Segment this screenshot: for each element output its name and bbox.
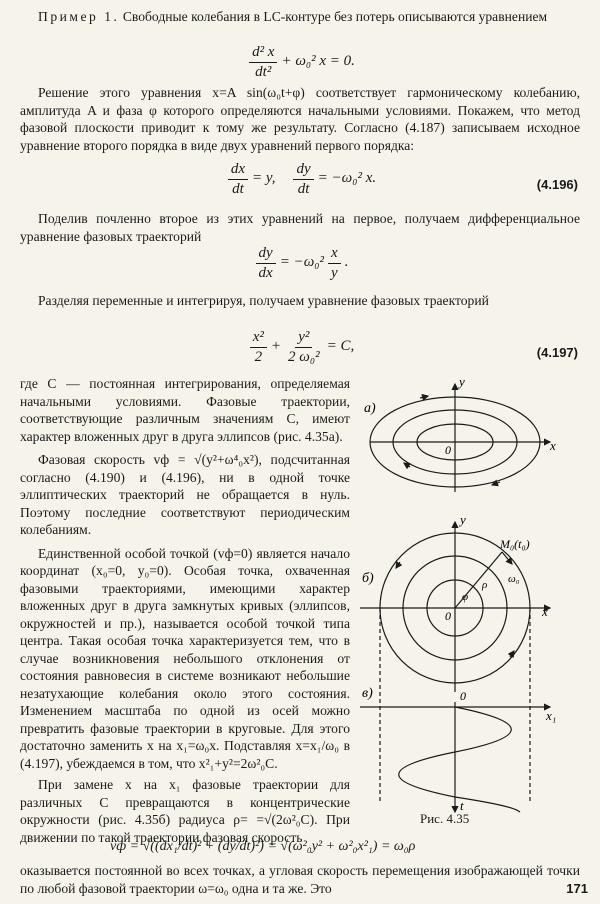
- closing-paragraph: оказывается постоянной во всех точках, а угловая скорость перемещения изображающей точки по любой фазовой траектории ω=ω₀ одна и та же. Это: [20, 863, 580, 896]
- equation-4-196: [0, 158, 600, 200]
- example-lead: Пример 1.: [38, 9, 120, 24]
- intro-paragraph: [20, 8, 580, 26]
- eq4-rest: = C,: [326, 338, 355, 355]
- eq2-a-num: dx: [228, 161, 248, 180]
- panel-a-origin: 0: [445, 443, 451, 457]
- eq2-b-den: dt: [297, 180, 310, 197]
- eq4-b-den: 2 ω₀²: [288, 348, 320, 365]
- panel-b-x-label: x: [542, 604, 548, 619]
- eq2-fraction-a: [228, 161, 248, 198]
- eq1-denominator: dt²: [255, 63, 272, 80]
- panel-b-y-label: y: [460, 512, 466, 527]
- sine-curve: [399, 707, 520, 812]
- rho-label: ρ: [482, 579, 488, 591]
- panel-a-y-label: y: [459, 374, 465, 389]
- eq3-fraction-x: [328, 245, 341, 282]
- eq3-x-num: x: [328, 245, 341, 264]
- panel-a-ellipses: [370, 384, 550, 492]
- eq1-numerator: d² x: [249, 44, 277, 63]
- eq1-rest: + ω₀² x = 0.: [281, 53, 355, 70]
- eq2-a-rest: = y,: [252, 170, 276, 187]
- panel-b-origin: 0: [445, 609, 451, 623]
- eq4-a-den: 2: [254, 348, 263, 365]
- equation-4-197: [0, 325, 600, 369]
- figure-caption: Рис. 4.35: [420, 811, 470, 826]
- eq4-plus: +: [270, 338, 282, 355]
- eq3-x-den: y: [331, 264, 338, 281]
- panel-c-x1-label: x₁: [546, 708, 557, 723]
- panel-a-x-label: x: [550, 438, 556, 453]
- eq3-num: dy: [256, 245, 276, 264]
- column-paragraph-3: Единственной особой точкой (vф=0) является начало координат (x₀=0, y₀=0). Особая точка, охваченная фазовыми траекториями, имеющими характер вложенных друг в друга замкнутых кривых (эллипсов, окружностей и пр.), называется особой точкой типа центра. Такая особая точка характеризуется тем, что в случае возникновения небольшого отклонения от состояния равновесия в системе возникают небольшие незатухающие колебания около этого состояния. Изменением масштаба по одной из осей можно превратить фазовые траектории в круговые. Для этого достаточно заменить x на x₁=ω₀x. Подставляя x=x₁/ω₀ в (4.197), убеждаемся в том, что x²₁+y²=2ω²₀C.: [20, 545, 350, 771]
- eq4-fraction-a: [250, 329, 267, 366]
- eq3-den: dx: [258, 264, 273, 281]
- eq1-fraction: [249, 44, 277, 81]
- equation-1: [0, 42, 600, 82]
- eq4-a-num: x²: [250, 329, 267, 348]
- panel-c-origin: 0: [460, 689, 466, 703]
- integration-paragraph: Разделяя переменные и интегрируя, получаем уравнение фазовых траекторий: [38, 293, 489, 308]
- figure-4-35: [350, 372, 590, 832]
- panel-a-label: a): [364, 401, 376, 416]
- eq3-mid: = −ω₀²: [279, 254, 325, 271]
- division-paragraph: Поделив почленно второе из этих уравнений на первое, получаем дифференциальное уравнение фазовых траекторий: [20, 211, 580, 244]
- eq4-fraction-b: [285, 329, 323, 366]
- eq-label-4-197: (4.197): [536, 345, 578, 360]
- eq2-a-den: dt: [232, 180, 244, 197]
- panel-c-label: в): [362, 686, 373, 701]
- equation-phase-velocity: vф = √((dx₁/dt)² + (dy/dt)²) = √(ω²₀y² + ω²₀x²₁) = ω₀ρ: [110, 839, 416, 854]
- panel-c-t-label: t: [460, 798, 464, 813]
- left-column: [20, 375, 350, 846]
- intro-text: Свободные колебания в LC-контуре без потерь описываются уравнением: [119, 9, 548, 24]
- eq2-b-rest: = −ω₀² x.: [317, 170, 377, 187]
- column-paragraph-4: При замене x на x₁ фазовые траектории для различных C превращаются в концентрические окружности (рис. 4.35б) радиуса ρ= =√(2ω²₀C). При движении по такой траектории фазовая скорость: [20, 777, 350, 845]
- point-m0-label: M₀(t₀): [500, 537, 530, 551]
- eq3-fraction: [256, 245, 276, 282]
- eq3-end: .: [344, 254, 349, 271]
- panel-b-label: б): [362, 571, 374, 586]
- solution-paragraph: Решение этого уравнения x=A sin(ω₀t+φ) соответствует гармоническому колебанию, амплитуда A и фаза φ которого определяются начальными условиями. Покажем, что метод фазовой плоскости приводит к тому же результату. Согласно (4.187) записываем исходное уравнение второго порядка в виде двух уравнений первого порядка:: [20, 85, 580, 153]
- column-paragraph-2: Фазовая скорость vф = √(y²+ω⁴₀x²), подсчитанная согласно (4.190) и (4.196), ни в одной точке эллиптических траекторий не обращается в нуль. Поэтому последние соответствуют периодическим колебаниям.: [20, 452, 350, 537]
- eq2-fraction-b: [293, 161, 313, 198]
- phi-label: φ: [462, 591, 469, 603]
- panel-c-sinusoid: [360, 702, 550, 812]
- column-paragraph-1: где C — постоянная интегрирования, определяемая начальными условиями. Фазовые траектории, соответствующие различным значениям C, имеют характер вложенных друг в друга эллипсов (рис. 4.35a).: [20, 376, 350, 444]
- eq2-b-num: dy: [293, 161, 313, 180]
- eq-label-4-196: (4.196): [536, 177, 578, 192]
- eq4-b-num: y²: [295, 329, 312, 348]
- equation-phase-trajectories: [0, 242, 600, 284]
- page-number: 171: [566, 881, 588, 896]
- omega-label: ω₀: [508, 573, 520, 585]
